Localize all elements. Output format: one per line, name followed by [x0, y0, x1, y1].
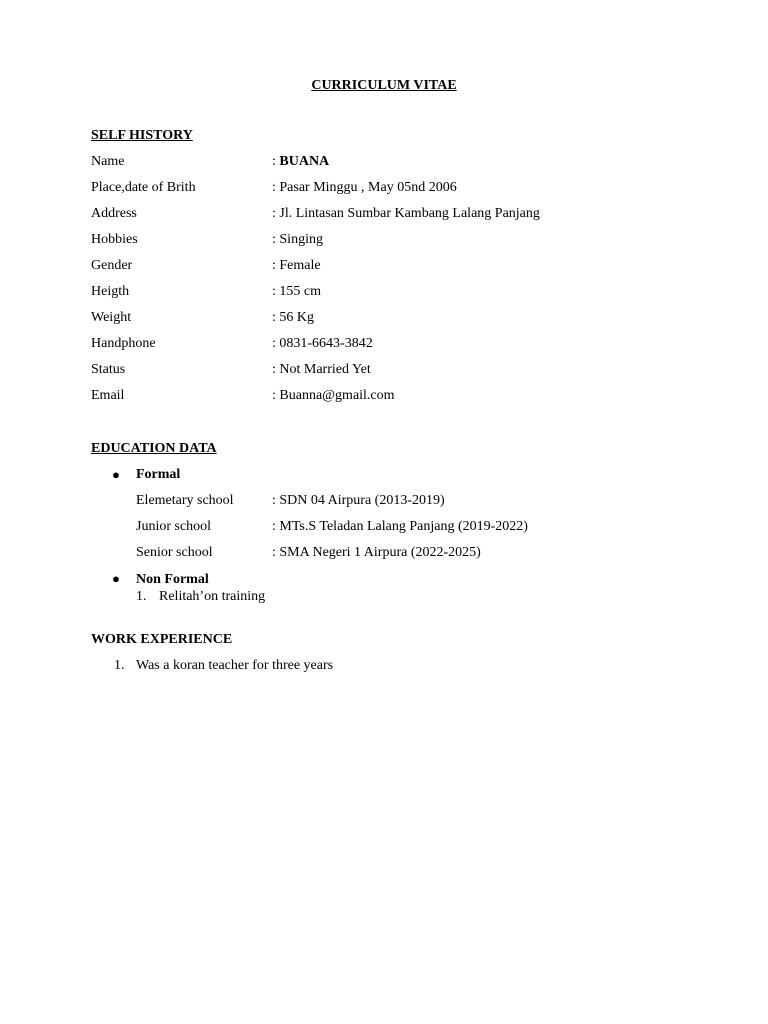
non-formal-item: Relitah’on training [159, 589, 266, 604]
field-row-birth [0, 180, 768, 200]
field-label: Name [91, 154, 125, 169]
field-row-hobbies [0, 232, 768, 252]
field-row-height [0, 284, 768, 304]
field-row-gender [0, 258, 768, 278]
field-value: : 155 cm [272, 284, 321, 299]
list-number: 1. [136, 589, 147, 604]
field-label: Hobbies [91, 232, 138, 247]
field-value: : Jl. Lintasan Sumbar Kambang Lalang Panjang [272, 206, 540, 221]
formal-subheading: Formal [136, 467, 181, 482]
document-title: CURRICULUM VITAE [311, 78, 457, 93]
work-experience-heading: WORK EXPERIENCE [91, 632, 233, 647]
bullet-icon: ● [112, 467, 120, 482]
school-value: : SDN 04 Airpura (2013-2019) [272, 493, 445, 508]
field-label: Weight [91, 310, 132, 325]
field-value: : Buanna@gmail.com [272, 388, 395, 403]
field-label: Handphone [91, 336, 156, 351]
school-level-label: Senior school [136, 545, 213, 560]
field-label: Gender [91, 258, 133, 273]
field-row-weight [0, 310, 768, 330]
field-label: Status [91, 362, 126, 377]
education-row-senior [0, 545, 768, 565]
field-label: Address [91, 206, 137, 221]
field-row-address [0, 206, 768, 226]
field-value: : Pasar Minggu , May 05nd 2006 [272, 180, 457, 195]
field-value: : Singing [272, 232, 323, 247]
field-row-handphone [0, 336, 768, 356]
self-history-heading: SELF HISTORY [91, 128, 193, 143]
field-row-status [0, 362, 768, 382]
work-item: Was a koran teacher for three years [136, 658, 334, 673]
field-label: Email [91, 388, 125, 403]
school-level-label: Junior school [136, 519, 212, 534]
field-label: Heigth [91, 284, 130, 299]
list-number: 1. [114, 658, 125, 673]
field-value: : Not Married Yet [272, 362, 371, 377]
field-value: : BUANA [272, 154, 330, 169]
field-row-email [0, 388, 768, 408]
field-label: Place,date of Brith [91, 180, 196, 195]
education-row-junior [0, 519, 768, 539]
bullet-icon: ● [112, 571, 120, 586]
non-formal-subheading: Non Formal [136, 572, 209, 587]
field-value: : Female [272, 258, 321, 273]
school-level-label: Elemetary school [136, 493, 234, 508]
field-value: : 0831-6643-3842 [272, 336, 373, 351]
school-value: : MTs.S Teladan Lalang Panjang (2019-2022) [272, 519, 528, 534]
field-value: : 56 Kg [272, 310, 315, 325]
school-value: : SMA Negeri 1 Airpura (2022-2025) [272, 545, 481, 560]
education-heading: EDUCATION DATA [91, 441, 217, 456]
education-row-elementary [0, 493, 768, 513]
field-row-name [0, 154, 768, 174]
